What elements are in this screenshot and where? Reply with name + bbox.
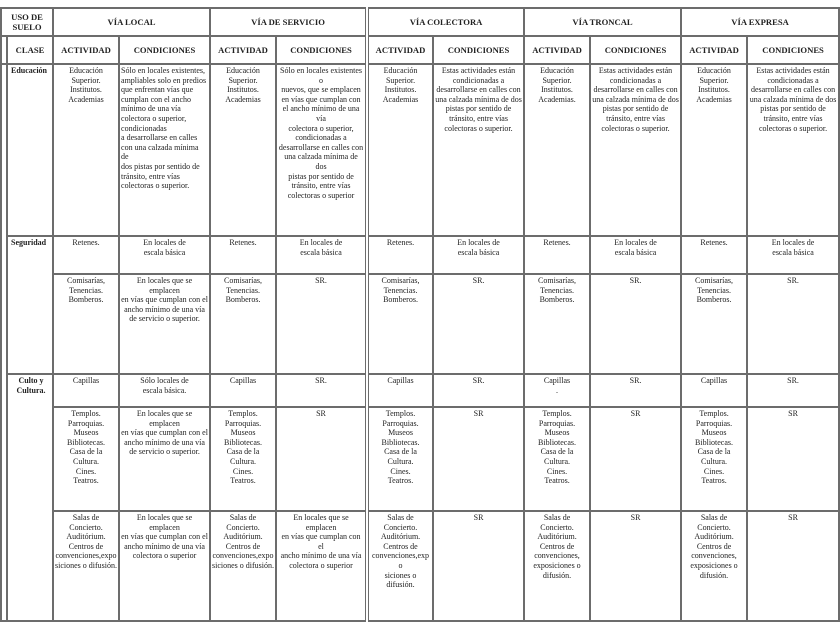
condiciones-cell: Sólo en locales existentes o nuevos, que se emplacen en vías que cumplan con el ancho mínimo de una vía colectora o superior, condicionadas a desarrollarse en calles con una calzada mínima de dos pistas por sentido de tránsito, entre vías colectoras o superior — [276, 64, 367, 236]
condiciones-cell: SR — [747, 407, 839, 511]
header-row-vias — [1, 8, 839, 36]
condiciones-cell: En locales de escala básica — [590, 236, 681, 274]
header-uso-de-suelo: USO DE SUELO — [1, 8, 53, 36]
actividad-cell: Capillas — [53, 374, 119, 407]
actividad-cell: Retenes. — [524, 236, 590, 274]
header-actividad: ACTIVIDAD — [210, 36, 276, 64]
condiciones-cell: SR. — [433, 274, 524, 374]
header-actividad: ACTIVIDAD — [367, 36, 433, 64]
condiciones-cell: En locales que se emplacen en vías que cumplan con el ancho mínimo de una vía de servicio o superior. — [119, 407, 210, 511]
header-via-de-servicio: VÍA DE SERVICIO — [210, 8, 367, 36]
header-row-columns — [1, 36, 839, 64]
condiciones-cell: SR. — [276, 274, 367, 374]
actividad-cell: Comisarías, Tenencias. Bomberos. — [210, 274, 276, 374]
header-clase: CLASE — [7, 36, 53, 64]
header-condiciones: CONDICIONES — [433, 36, 524, 64]
condiciones-cell: SR. — [590, 374, 681, 407]
actividad-cell: Capillas . — [524, 374, 590, 407]
header-condiciones: CONDICIONES — [747, 36, 839, 64]
condiciones-cell: Estas actividades están condicionadas a desarrollarse en calles con una calzada mínima de dos pistas por sentido de tránsito, entre vías colectoras o superior. — [590, 64, 681, 236]
condiciones-cell: SR — [276, 407, 367, 511]
table-row — [1, 64, 839, 236]
actividad-cell: Templos. Parroquias. Museos Bibliotecas. Casa de la Cultura. Cines. Teatros. — [53, 407, 119, 511]
actividad-cell: Templos. Parroquias. Museos Bibliotecas. Casa de la Cultura. Cines. Teatros. — [367, 407, 433, 511]
condiciones-cell: SR. — [747, 374, 839, 407]
actividad-cell: Templos. Parroquias. Museos Bibliotecas. Casa de la Cultura. Cines. Teatros. — [210, 407, 276, 511]
condiciones-cell: SR — [590, 511, 681, 621]
clase-cell: Educación — [7, 64, 53, 236]
condiciones-cell: Estas actividades están condicionadas a desarrollarse en calles con una calzada mínima de dos pistas por sentido de tránsito, entre vías colectoras o superior. — [747, 64, 839, 236]
condiciones-cell: SR. — [276, 374, 367, 407]
actividad-cell: Educación Superior. Institutos. Academias — [210, 64, 276, 236]
actividad-cell: Comisarías, Tenencias. Bomberos. — [681, 274, 747, 374]
condiciones-cell: SR — [590, 407, 681, 511]
actividad-cell: Salas de Concierto. Auditórium. Centros de convenciones,expo siciones o difusión. — [367, 511, 433, 621]
actividad-cell: Salas de Concierto. Auditórium. Centros de convenciones, exposiciones o difusión. — [681, 511, 747, 621]
actividad-cell: Educación Superior. Institutos. Academias — [681, 64, 747, 236]
actividad-cell: Salas de Concierto. Auditórium. Centros de convenciones,expo siciones o difusión. — [210, 511, 276, 621]
header-condiciones: CONDICIONES — [276, 36, 367, 64]
actividad-cell: Retenes. — [681, 236, 747, 274]
table-row — [1, 374, 839, 407]
condiciones-cell: En locales de escala básica — [276, 236, 367, 274]
condiciones-cell: En locales que se emplacen en vías que cumplan con el ancho mínimo de una vía de servicio o superior. — [119, 274, 210, 374]
condiciones-cell: SR. — [590, 274, 681, 374]
actividad-cell: Templos. Parroquias. Museos Bibliotecas. Casa de la Cultura. Cines. Teatros. — [524, 407, 590, 511]
actividad-cell: Educación Superior. Institutos. Academias — [367, 64, 433, 236]
clase-cell: Culto y Cultura. — [7, 374, 53, 621]
actividad-cell: Educación Superior. Institutos. Academias. — [524, 64, 590, 236]
clase-cell: Seguridad — [7, 236, 53, 374]
header-actividad: ACTIVIDAD — [53, 36, 119, 64]
header-actividad: ACTIVIDAD — [681, 36, 747, 64]
condiciones-cell: Estas actividades están condicionadas a desarrollarse en calles con una calzada mínima de dos pistas por sentido de tránsito, entre vías colectoras o superior. — [433, 64, 524, 236]
condiciones-cell: Sólo en locales existentes, ampliables solo en predios que enfrentan vías que cumplan con el ancho mínimo de una vía colectora o superior, condicionadas a desarrollarse en calles con una calzada mínima de dos pistas por sentido de tránsito, entre vías colectoras o superior. — [119, 64, 210, 236]
actividad-cell: Templos. Parroquias. Museos Bibliotecas. Casa de la Cultura. Cines. Teatros. — [681, 407, 747, 511]
condiciones-cell: SR — [747, 511, 839, 621]
condiciones-cell: SR. — [747, 274, 839, 374]
actividad-cell: Comisarías, Tenencias. Bomberos. — [53, 274, 119, 374]
actividad-cell: Retenes. — [367, 236, 433, 274]
table-row — [1, 274, 839, 374]
actividad-cell: Comisarías, Tenencias. Bomberos. — [367, 274, 433, 374]
actividad-cell: Capillas — [681, 374, 747, 407]
header-via-expresa: VÍA EXPRESA — [681, 8, 839, 36]
header-via-colectora: VÍA COLECTORA — [367, 8, 524, 36]
header-actividad: ACTIVIDAD — [524, 36, 590, 64]
condiciones-cell: En locales que se emplacen en vías que cumplan con el ancho mínimo de una vía colectora o superior — [119, 511, 210, 621]
actividad-cell: Comisarías, Tenencias. Bomberos. — [524, 274, 590, 374]
actividad-cell: Capillas — [367, 374, 433, 407]
actividad-cell: Salas de Concierto. Auditórium. Centros de convenciones, exposiciones o difusión. — [524, 511, 590, 621]
actividad-cell: Salas de Concierto. Auditórium. Centros de convenciones,expo siciones o difusión. — [53, 511, 119, 621]
condiciones-cell: En locales de escala básica — [119, 236, 210, 274]
condiciones-cell: Sólo locales de escala básica. — [119, 374, 210, 407]
header-condiciones: CONDICIONES — [590, 36, 681, 64]
table-row — [1, 511, 839, 621]
actividad-cell: Retenes. — [53, 236, 119, 274]
actividad-cell: Retenes. — [210, 236, 276, 274]
header-via-local: VÍA LOCAL — [53, 8, 210, 36]
condiciones-cell: SR — [433, 511, 524, 621]
header-condiciones: CONDICIONES — [119, 36, 210, 64]
actividad-cell: Educación Superior. Institutos. Academias — [53, 64, 119, 236]
condiciones-cell: SR. — [433, 374, 524, 407]
condiciones-cell: En locales de escala básica — [433, 236, 524, 274]
actividad-cell: Capillas — [210, 374, 276, 407]
condiciones-cell: En locales que se emplacen en vías que cumplan con el ancho mínimo de una vía colectora o superior — [276, 511, 367, 621]
table-row — [1, 407, 839, 511]
table-body — [1, 64, 839, 621]
condiciones-cell: SR — [433, 407, 524, 511]
table-row — [1, 236, 839, 274]
condiciones-cell: En locales de escala básica — [747, 236, 839, 274]
header-via-troncal: VÍA TRONCAL — [524, 8, 681, 36]
land-use-table — [0, 7, 840, 622]
